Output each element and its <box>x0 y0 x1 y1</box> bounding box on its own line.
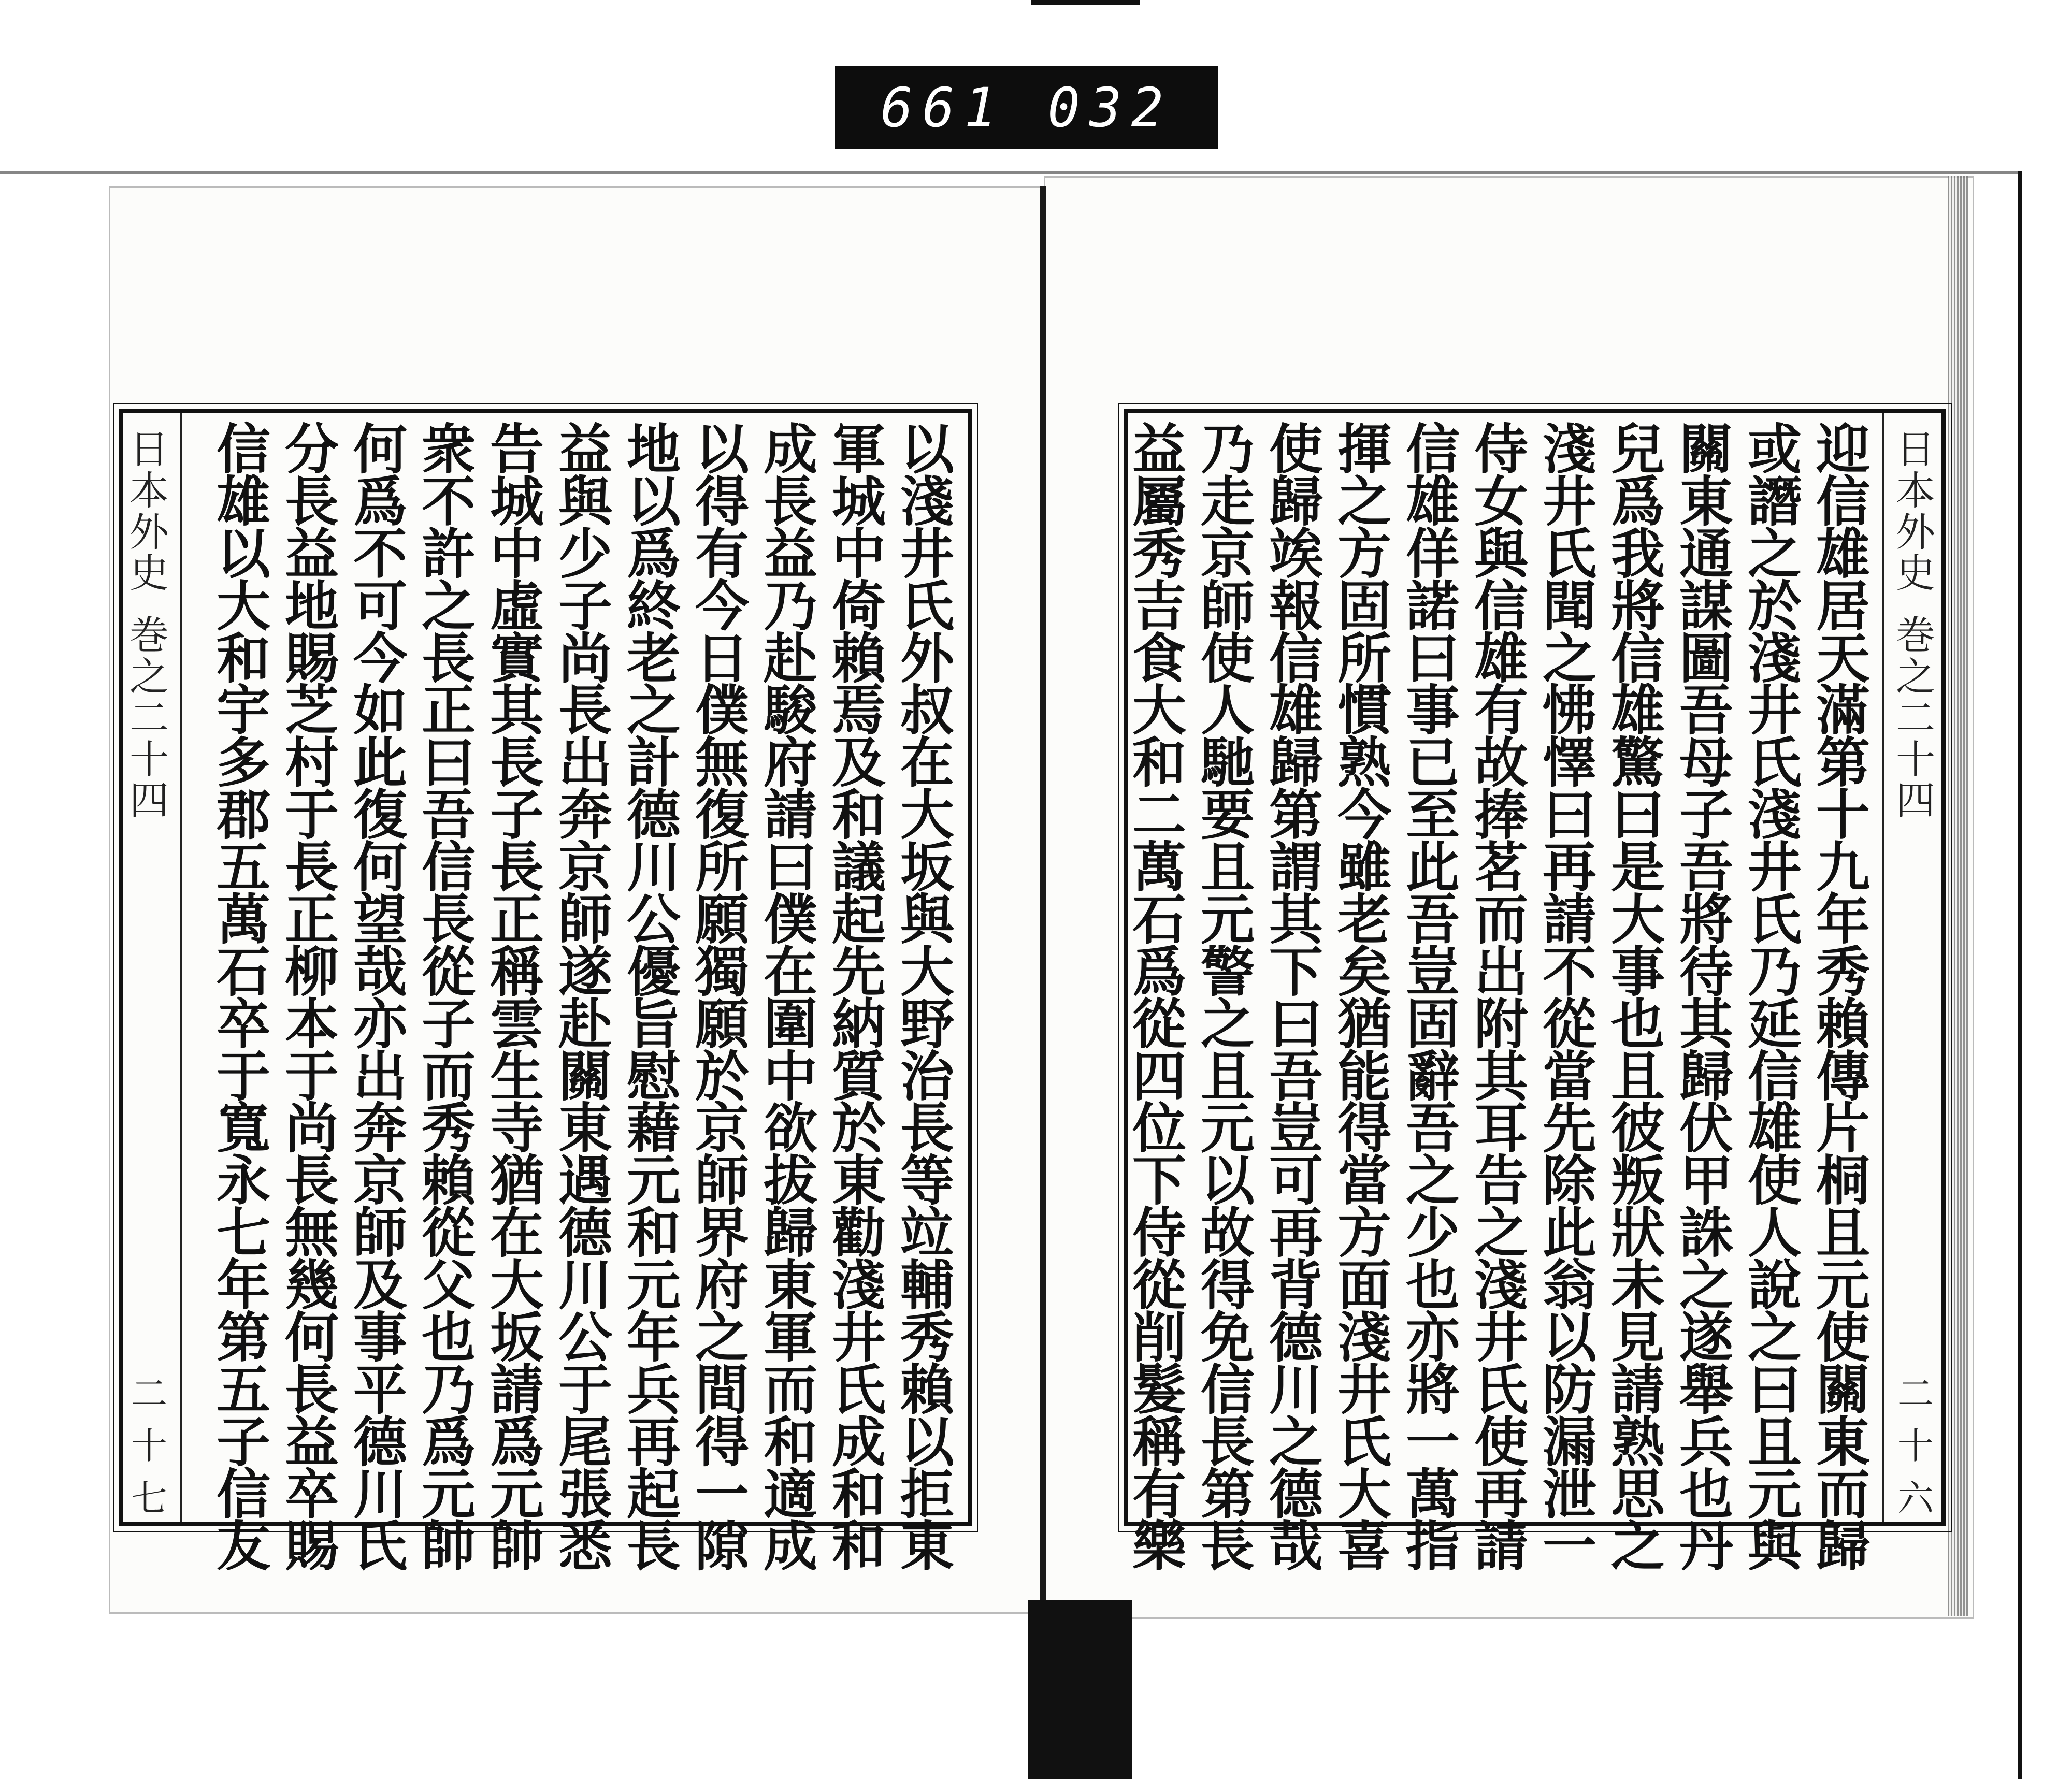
left-text-column: 分 長 益 地 賜 芝 村 于 長 正 柳 本 于 尚 長 無 幾 何 長 益 卒 賜 <box>284 417 339 1579</box>
left-text-column: 何 爲 不 可 今 如 此 復 何 望 哉 亦 出 奔 京 師 及 事 平 德 川 氏 <box>353 417 407 1579</box>
left-volume: 巻 之 二 十 四 <box>130 612 169 824</box>
left-text-column: 軍 城 中 倚 賴 焉 及 和 議 起 先 納 質 於 東 勸 淺 井 氏 成 和 和 <box>831 417 886 1579</box>
binding-tab <box>1031 0 1140 5</box>
left-text-column: 地 以 爲 終 老 之 計 德 川 公 優 旨 慰 藉 元 和 元 年 兵 再 起 長 <box>626 417 681 1579</box>
scanner-edge <box>2018 171 2072 1779</box>
right-volume: 巻 之 二 十 四 <box>1896 612 1935 824</box>
right-text-column: 關 東 通 謀 圖 吾 母 子 吾 將 待 其 歸 伏 甲 誅 之 遂 舉 兵 也 丹 <box>1679 417 1733 1579</box>
left-text-column: 衆 不 許 之 長 正 曰 吾 信 長 從 子 而 秀 賴 從 父 也 乃 爲 元 帥 <box>421 417 476 1579</box>
right-text-column: 或 譖 之 於 淺 井 氏 淺 井 氏 乃 延 信 雄 使 人 說 之 曰 且 元 與 <box>1747 417 1802 1579</box>
right-text-column: 淺 井 氏 聞 之 怫 懌 曰 再 請 不 從 當 先 除 此 翁 以 防 漏 泄 一 <box>1542 417 1596 1579</box>
right-text-column: 益 屬 秀 吉 食 大 和 二 萬 石 爲 從 四 位 下 侍 從 削 髮 稱 有 樂 <box>1132 417 1186 1579</box>
scan-edge <box>0 171 2072 174</box>
right-text-column: 兒 爲 我 將 信 雄 驚 曰 是 大 事 也 且 彼 叛 狀 未 見 請 熟 思 之 <box>1610 417 1665 1579</box>
left-folio: 二 十 七 <box>131 1372 167 1520</box>
gutter-shadow <box>1028 1600 1132 1779</box>
right-text-column: 侍 女 與 信 雄 有 故 捧 茗 而 出 附 其 耳 告 之 淺 井 氏 使 再 請 <box>1474 417 1528 1579</box>
left-text-column: 益 與 少 子 尚 長 出 奔 京 師 遂 赴 關 東 遇 德 川 公 于 尾 張 悉 <box>558 417 612 1579</box>
left-text-column: 以 淺 井 氏 外 叔 在 大 坂 與 大 野 治 長 等 竝 輔 秀 賴 以 拒 東 <box>900 417 954 1579</box>
left-text-column: 信 雄 以 大 和 宇 多 郡 五 萬 石 卒 于 寬 永 七 年 第 五 子 信 友 <box>216 417 270 1579</box>
page-stack-edge <box>1948 176 1968 1616</box>
right-text-column: 信 雄 佯 諾 曰 事 已 至 此 吾 豈 固 辭 吾 之 少 也 亦 將 一 萬 指 <box>1405 417 1460 1579</box>
right-text-frame <box>1124 409 1946 1579</box>
left-title: 日 本 外 史 <box>130 426 169 597</box>
left-text-column: 成 長 益 乃 赴 駿 府 請 曰 僕 在 圍 中 欲 拔 歸 東 軍 而 和 適 成 <box>763 417 817 1579</box>
right-text-column: 乃 走 京 師 使 人 馳 要 且 元 警 之 且 元 以 故 得 免 信 長 第 長 <box>1200 417 1255 1579</box>
right-title: 日 本 外 史 <box>1896 426 1935 597</box>
right-text-column: 揮 之 方 固 所 慣 熟 今 雖 老 矣 猶 能 得 當 方 面 淺 井 氏 大 喜 <box>1337 417 1391 1579</box>
left-text-frame <box>119 409 972 1579</box>
right-text-column: 迎 信 雄 居 天 滿 第 十 九 年 秀 賴 傳 片 桐 且 元 使 關 東 而 歸 <box>1816 417 1870 1579</box>
right-folio: 二 十 六 <box>1897 1372 1934 1520</box>
left-text-column: 以 得 有 今 日 僕 無 復 所 願 獨 願 於 京 師 界 府 之 間 得 一 隙 <box>695 417 749 1579</box>
right-text-column: 使 歸 竢 報 信 雄 歸 第 謂 其 下 曰 吾 豈 可 再 背 德 川 之 德 哉 <box>1269 417 1323 1579</box>
book-gutter <box>1040 186 1046 1662</box>
archive-label: 661 032 <box>835 66 1218 149</box>
left-heading-divider <box>180 413 182 1522</box>
right-heading-divider <box>1882 413 1884 1522</box>
left-text-column: 告 城 中 虛 實 其 長 子 長 正 稱 雲 生 寺 猶 在 大 坂 請 爲 元 帥 <box>490 417 544 1579</box>
